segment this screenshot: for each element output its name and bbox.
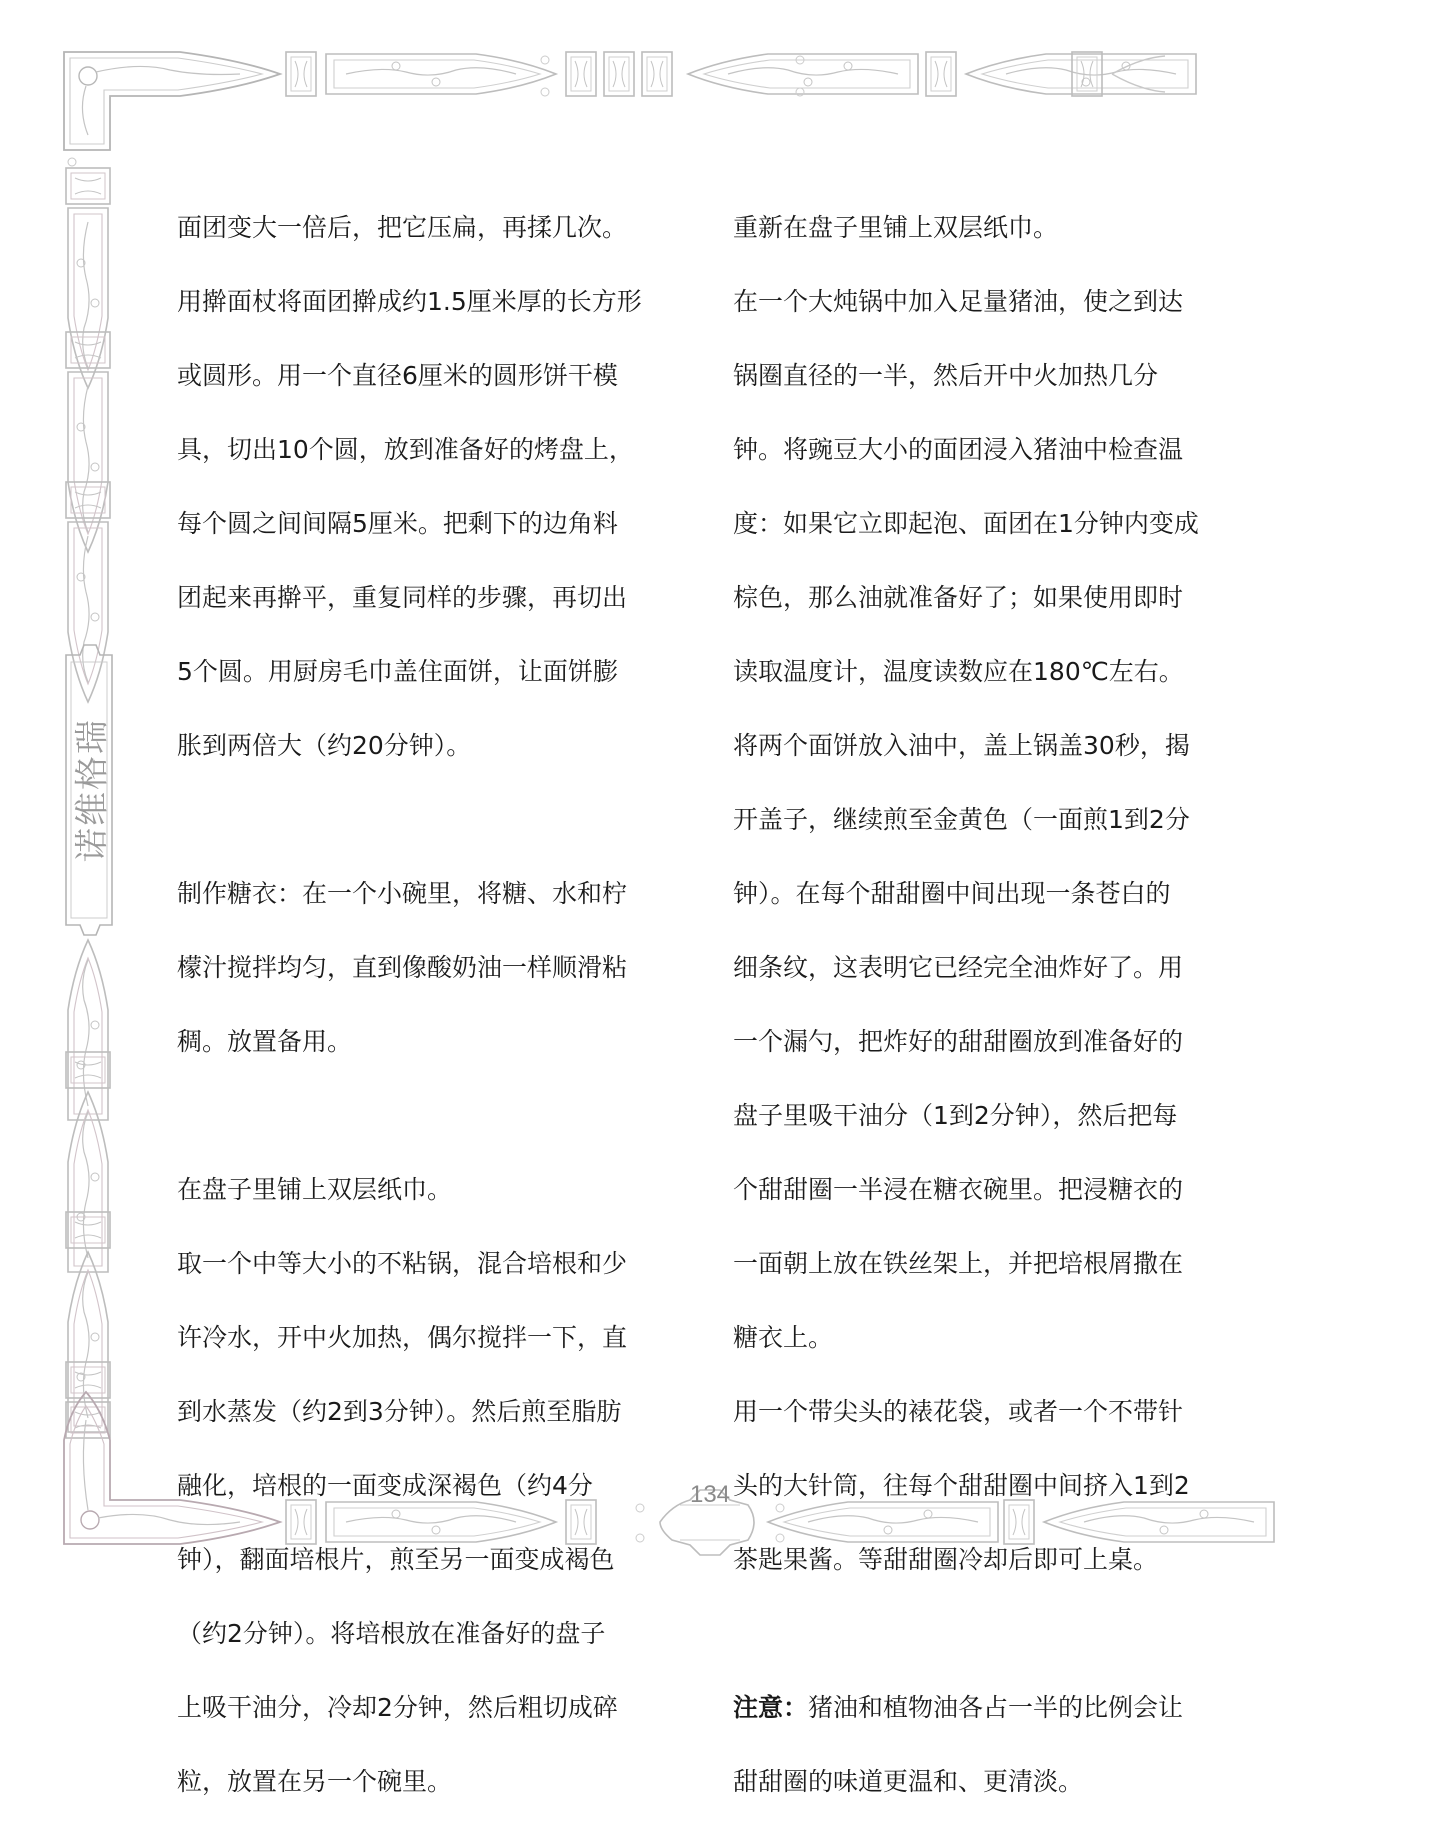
text-line: 钟），翻面培根片，煎至另一面变成褐色 [177, 1545, 615, 1574]
text-line: 取一个中等大小的不粘锅，混合培根和少 [177, 1249, 628, 1278]
left-column [177, 172, 707, 1837]
text-line: 5个圆。用厨房毛巾盖住面饼，让面饼膨 [177, 657, 618, 686]
text-line: 面团变大一倍后，把它压扁，再揉几次。 [177, 213, 628, 242]
text-line: 一个漏勺，把炸好的甜甜圈放到准备好的 [733, 1027, 1184, 1056]
right-column [733, 172, 1263, 1837]
text-line: 一面朝上放在铁丝架上，并把培根屑撒在 [733, 1249, 1184, 1278]
text-line: 稠。放置备用。 [177, 1027, 353, 1056]
paragraph-spacer [733, 1615, 1263, 1652]
paragraph-rise-and-cut [177, 172, 707, 801]
text-line: 开盖子，继续煎至金黄色（一面煎1到2分 [733, 805, 1190, 834]
text-line: （约2分钟）。将培根放在准备好的盘子 [177, 1619, 606, 1648]
text-line: 棕色，那么油就准备好了；如果使用即时 [733, 583, 1184, 612]
text-line: 茶匙果酱。等甜甜圈冷却后即可上桌。 [733, 1545, 1159, 1574]
corner-ornament-top-left [64, 52, 280, 166]
text-line: 用一个带尖头的裱花袋，或者一个不带针 [733, 1397, 1184, 1426]
text-line: 团起来再擀平，重复同样的步骤，再切出 [177, 583, 628, 612]
text-line: 许冷水，开中火加热，偶尔搅拌一下，直 [177, 1323, 628, 1352]
text-line: 头的大针筒，往每个甜甜圈中间挤入1到2 [733, 1471, 1190, 1500]
paragraph-spacer [177, 801, 707, 838]
text-line: 糖衣上。 [733, 1323, 834, 1352]
top-border [286, 52, 1196, 96]
text-line: 粒，放置在另一个碗里。 [177, 1767, 453, 1796]
text-line: 在一个大炖锅中加入足量猪油，使之到达 [733, 287, 1184, 316]
text-line: 度：如果它立即起泡、面团在1分钟内变成 [733, 509, 1199, 538]
text-line: 或圆形。用一个直径6厘米的圆形饼干模 [177, 361, 618, 390]
paragraph-frying [733, 172, 1263, 1615]
paragraph-note [733, 1652, 1263, 1837]
text-line: 胀到两倍大（约20分钟）。 [177, 731, 472, 760]
text-line: 甜甜圈的味道更温和、更清淡。 [733, 1767, 1084, 1796]
text-line: 盘子里吸干油分（1到2分钟），然后把每 [733, 1101, 1178, 1130]
text-line: 锅圈直径的一半，然后开中火加热几分 [733, 361, 1159, 390]
text-line: 每个圆之间间隔5厘米。把剩下的边角料 [177, 509, 618, 538]
text-line: 在盘子里铺上双层纸巾。 [177, 1175, 453, 1204]
text-line: 钟。将豌豆大小的面团浸入猪油中检查温 [733, 435, 1184, 464]
text-line: 个甜甜圈一半浸在糖衣碗里。把浸糖衣的 [733, 1175, 1184, 1204]
text-line: 制作糖衣：在一个小碗里，将糖、水和柠 [177, 879, 628, 908]
text-line: 将两个面饼放入油中，盖上锅盖30秒，揭 [733, 731, 1190, 760]
text-line: 具，切出10个圆，放到准备好的烤盘上， [177, 435, 634, 464]
text-line: 檬汁搅拌均匀，直到像酸奶油一样顺滑粘 [177, 953, 628, 982]
paragraph-spacer [177, 1097, 707, 1134]
text-line: 到水蒸发（约2到3分钟）。然后煎至脂肪 [177, 1397, 622, 1426]
text-line [733, 1689, 1263, 1726]
side-label [67, 655, 111, 925]
side-label-text: 诺维格瑞 [72, 718, 113, 862]
page-number: 134 [689, 1481, 731, 1508]
text-line: 细条纹，这表明它已经完全油炸好了。用 [733, 953, 1184, 982]
text-line: 钟）。在每个甜甜圈中间出现一条苍白的 [733, 879, 1171, 908]
text-line: 重新在盘子里铺上双层纸巾。 [733, 213, 1059, 242]
text-line: 用擀面杖将面团擀成约1.5厘米厚的长方形 [177, 287, 642, 316]
text-line: 融化，培根的一面变成深褐色（约4分 [177, 1471, 593, 1500]
note-text: 猪油和植物油各占一半的比例会让 [808, 1693, 1184, 1722]
text-line: 读取温度计，温度读数应在180℃左右。 [733, 657, 1184, 686]
paragraph-glaze [177, 838, 707, 1097]
text-line: 上吸干油分，冷却2分钟，然后粗切成碎 [177, 1693, 618, 1722]
paragraph-bacon [177, 1134, 707, 1837]
note-label: 注意： [733, 1693, 809, 1722]
